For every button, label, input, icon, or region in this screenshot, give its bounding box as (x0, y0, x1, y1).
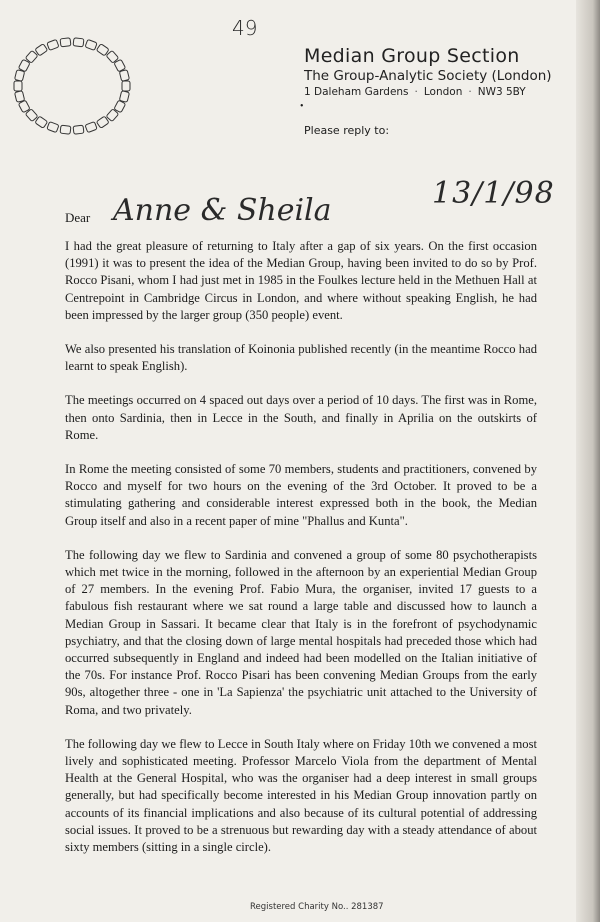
separator-dot: · (414, 86, 418, 98)
paragraph: The following day we flew to Lecce in South Italy where on Friday 10th we convened a most lively and sophisticated meeting. Professor Marcelo Viola from the department of Mental Health at the General Hospital, who was the organiser had a deep interest in small groups generally, but had specifically become interested in his Median Group innovation partly on accounts of its financial implications and also because of its cultural potential of addressing social issues. It proved to be a strenuous but rewarding day with a steady attendance of about sixty members (sitting in a single circle). (65, 736, 537, 855)
paragraph: I had the great pleasure of returning to Italy after a gap of six years. On the first occasion (1991) it was to present the idea of the Median Group, having been invited to do so by Prof. Rocco Pisani, whom I had just met in 1985 in the Foulkes lecture held in the Methuen Hall at Centrepoint in Cambridge Circus in London, and where without speaking English, he had been impressed by the larger group (350 people) event. (65, 239, 537, 322)
logo-emblem (6, 34, 136, 138)
reply-label: Please reply to: (304, 124, 390, 137)
org-subtitle: The Group-Analytic Society (London) (304, 68, 552, 84)
handwritten-recipients: Anne & Sheila (113, 193, 332, 228)
logo-ring-segment (73, 38, 84, 47)
address-postcode: NW3 5BY (477, 86, 526, 98)
logo-ring-segment (85, 122, 97, 133)
paragraph: In Rome the meeting consisted of some 70 members, students and practitioners, convened by Rocco and myself for two hours on the evening of the 3rd October. It proved to be a stimulating gathering and considerable interest expressed both in the book, the Median Group itself and also in a recent paper of mine "Phallus and Kunta". (65, 462, 537, 528)
logo-ring-segment (119, 70, 129, 82)
logo-ring-segment (47, 122, 59, 133)
bullet-mark: • (300, 101, 304, 112)
logo-ring-segment (119, 91, 129, 103)
logo-ring-segment (122, 81, 130, 91)
salutation: Dear (65, 210, 91, 225)
letter-body (65, 238, 537, 873)
address-city: London (423, 86, 463, 98)
logo-ring-segment (60, 38, 71, 47)
page-edge-shadow (576, 0, 600, 922)
logo-ring-segment (14, 81, 22, 91)
address (304, 86, 526, 98)
page-number-annotation: 49 (232, 16, 258, 40)
separator-dot: · (468, 86, 472, 98)
paragraph: The following day we flew to Sardinia and convened a group of some 80 psychotherapists which met twice in the morning, followed in the afternoon by an experiential Median Group of 27 members. In the evening Prof. Fabio Mura, the organiser, invited 17 guests to a fabulous fish restaurant where we sat round a large table and discussed how to launch a Median Group in Sassari. It became clear that Italy is in the forefront of psychodynamic psychiatry, and that the closing down of large mental hospitals had preceded those which had occurred subsequently in England and indeed had been modelled on the Italian initiative of the 70s. For instance Prof. Rocco Pisari has been convening Median Groups from the early 90s, altogether three - one in 'La Sapienza' the psychiatric unit attached to the University of Roma, and two privately. (65, 547, 537, 717)
handwritten-date: 13/1/98 (432, 176, 555, 211)
logo-ring-segment (60, 125, 71, 134)
charity-registration: Registered Charity No.. 281387 (250, 902, 384, 912)
logo-ring-segment (15, 91, 25, 103)
paragraph: The meetings occurred on 4 spaced out days over a period of 10 days. The first was in Rome, then onto Sardinia, then in Lecce in the South, and finally in Aprilia on the outskirts of Rome. (65, 393, 537, 442)
org-name: Median Group Section (304, 45, 520, 67)
paragraph: We also presented his translation of Koinonia published recently (in the meantime Rocco had learnt to speak English). (65, 342, 537, 374)
logo-ring-segment (85, 39, 97, 50)
address-street: 1 Daleham Gardens (304, 86, 409, 98)
logo-ring-segment (15, 70, 25, 82)
logo-ring-segment (47, 39, 59, 50)
logo-ring-segment (73, 125, 84, 134)
